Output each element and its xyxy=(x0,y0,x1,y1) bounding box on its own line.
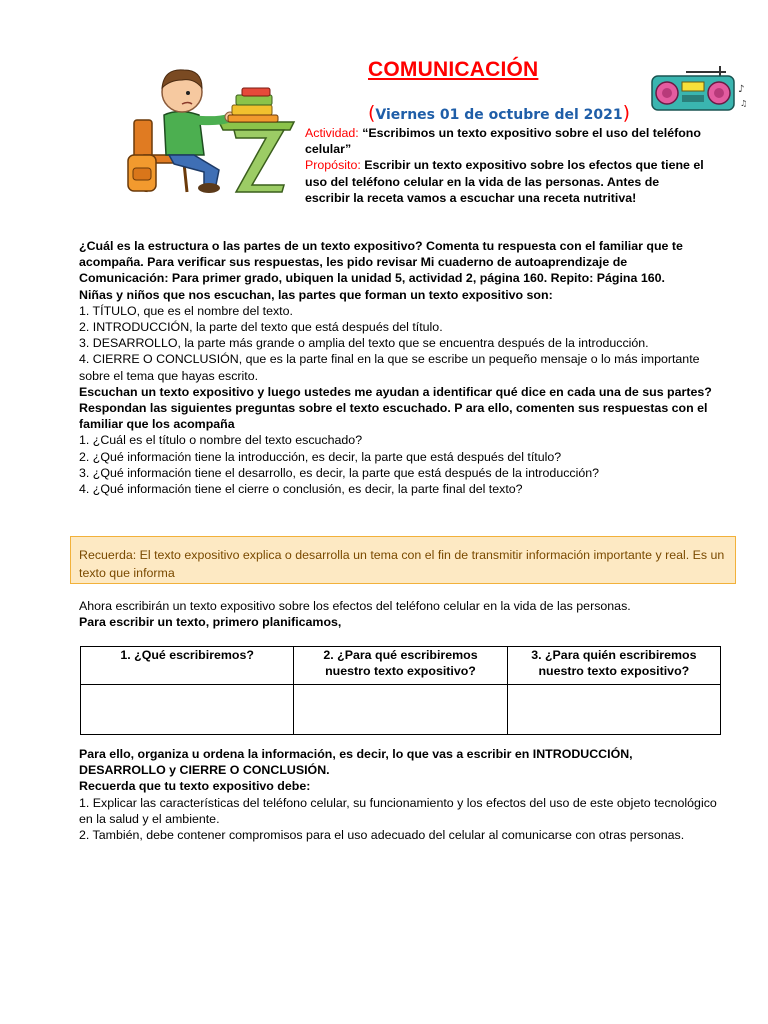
question-item: 3. ¿Qué información tiene el desarrollo, es decir, la parte que está después de la introducción? xyxy=(79,465,600,480)
remember-heading: Recuerda que tu texto expositivo debe: xyxy=(79,779,311,794)
table-header-why: 2. ¿Para qué escribiremos nuestro texto expositivo? xyxy=(294,647,507,685)
table-cell-why[interactable] xyxy=(294,685,507,735)
listen-instruction: Escuchan un texto expositivo y luego ustedes me ayudan a identificar qué dice en cada una de sus partes? xyxy=(79,384,712,399)
table-cell-what[interactable] xyxy=(81,685,294,735)
planning-line: Ahora escribirán un texto expositivo sobre los efectos del teléfono celular en la vida de las personas. xyxy=(79,599,631,613)
requirement-item: 1. Explicar las características del teléfono celular, su funcionamiento y los efectos del uso de este objeto tecnológico en la salud y el ambiente. xyxy=(79,795,717,826)
answer-instruction: Respondan las siguientes preguntas sobre el texto escuchado. P ara ello, comenten sus respuestas con el familiar que los acompaña xyxy=(79,401,708,432)
lesson-body xyxy=(79,238,719,497)
table-header-what: 1. ¿Qué escribiremos? xyxy=(81,647,294,685)
requirement-item: 2. También, debe contener compromisos para el uso adecuado del celular al comunicarse con otras personas. xyxy=(79,828,685,843)
planning-table xyxy=(80,646,721,735)
purpose-label: Propósito: xyxy=(305,158,361,173)
radio-illustration xyxy=(650,62,748,114)
date-text: Viernes 01 de octubre del 2021 xyxy=(375,107,623,123)
part-item: 4. CIERRE O CONCLUSIÓN, que es la parte final en la que se escribe un pequeño mensaje o lo más importante sobre el tema que hayas escrito. xyxy=(79,352,700,383)
purpose-text: Escribir un texto expositivo sobre los efectos que tiene el uso del teléfono celular en la vida de las personas. Antes de escribir la receta vamos a escuchar una receta nutritiva! xyxy=(305,158,704,205)
part-item: 2. INTRODUCCIÓN, la parte del texto que está después del título. xyxy=(79,320,443,335)
question-item: 1. ¿Cuál es el título o nombre del texto escuchado? xyxy=(79,433,363,448)
date-open-paren: ( xyxy=(368,102,376,124)
svg-text:♪: ♪ xyxy=(738,84,745,95)
parts-intro: Niñas y niños que nos escuchan, las partes que forman un texto expositivo son: xyxy=(79,287,553,302)
organize-instruction: Para ello, organiza u ordena la información, es decir, lo que vas a escribir en INTRODUCCIÓN, DESARROLLO y CIERRE O CONCLUSIÓN. xyxy=(79,747,633,778)
table-header-who: 3. ¿Para quién escribiremos nuestro texto expositivo? xyxy=(507,647,720,685)
part-item: 1. TÍTULO, que es el nombre del texto. xyxy=(79,303,293,318)
activity-label: Actividad: xyxy=(305,126,359,140)
recuerda-callout: Recuerda: El texto expositivo explica o desarrolla un tema con el fin de transmitir información importante y real. Es un texto que informa xyxy=(70,536,736,584)
svg-text:♫: ♫ xyxy=(740,99,748,108)
table-cell-who[interactable] xyxy=(507,685,720,735)
planning-intro xyxy=(79,598,719,630)
final-instructions xyxy=(79,746,719,843)
page-title: COMUNICACIÓN xyxy=(368,58,539,81)
activity-text: “Escribimos un texto expositivo sobre el uso del teléfono celular” xyxy=(305,126,701,157)
date-close-paren: ) xyxy=(622,102,631,124)
activity-purpose-block xyxy=(305,125,705,206)
planning-heading: Para escribir un texto, primero planificamos, xyxy=(79,615,342,630)
structure-question: ¿Cuál es la estructura o las partes de un texto expositivo? Comenta tu respuesta con el familiar que te acompaña. Para verificar sus respuestas, les pido revisar Mi cuaderno de autoaprendizaje de Comunicación: Para primer grado, ubiquen la unidad 5, actividad 2, página 160. Repito: Página 160. xyxy=(79,239,683,286)
date-line xyxy=(368,102,630,124)
question-item: 4. ¿Qué información tiene el cierre o conclusión, es decir, la parte final del texto? xyxy=(79,482,523,497)
question-item: 2. ¿Qué información tiene la introducción, es decir, la parte que está después del título? xyxy=(79,449,562,464)
student-at-desk-illustration xyxy=(124,60,300,200)
part-item: 3. DESARROLLO, la parte más grande o amplia del texto que se encuentra después de la introducción. xyxy=(79,336,649,351)
